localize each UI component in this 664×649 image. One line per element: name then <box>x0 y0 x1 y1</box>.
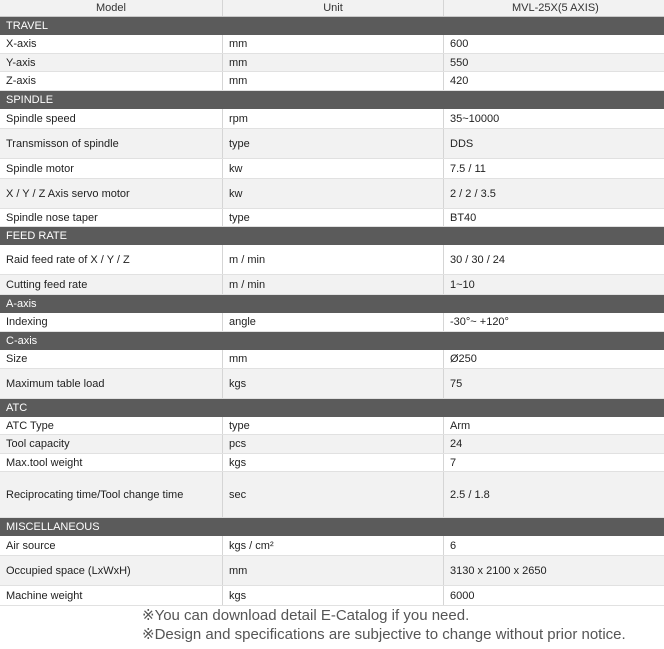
table-header <box>0 0 664 17</box>
spec-unit: pcs <box>222 435 443 453</box>
spec-value: 3130 x 2100 x 2650 <box>443 556 664 585</box>
table-row <box>0 109 664 129</box>
table-row <box>0 586 664 606</box>
spec-unit: type <box>222 129 443 158</box>
spec-name: ATC Type <box>6 419 54 432</box>
header-model: Model <box>96 2 126 14</box>
spec-unit: m / min <box>222 245 443 274</box>
spec-name: Spindle speed <box>6 112 76 125</box>
spec-name: Maximum table load <box>6 377 105 390</box>
spec-value: 7.5 / 11 <box>443 159 664 178</box>
spec-name: Raid feed rate of X / Y / Z <box>6 253 130 266</box>
spec-unit: rpm <box>222 109 443 128</box>
spec-value: 30 / 30 / 24 <box>443 245 664 274</box>
spec-name: Size <box>6 353 28 365</box>
section-header: MISCELLANEOUS <box>0 518 664 536</box>
spec-unit: type <box>222 417 443 434</box>
spec-unit: kw <box>222 179 443 208</box>
table-row <box>0 159 664 179</box>
spec-name: Tool capacity <box>6 438 70 450</box>
spec-value: 600 <box>443 35 664 53</box>
spec-name: Machine weight <box>6 589 83 602</box>
spec-name: Reciprocating time/Tool change time <box>6 488 184 501</box>
spec-value: Ø250 <box>443 350 664 368</box>
spec-unit: kw <box>222 159 443 178</box>
spec-name: X / Y / Z Axis servo motor <box>6 187 130 200</box>
header-unit: Unit <box>222 0 443 16</box>
table-row <box>0 313 664 332</box>
table-row <box>0 536 664 556</box>
spec-unit: kgs <box>222 369 443 398</box>
section-header: A-axis <box>0 295 664 313</box>
table-row <box>0 435 664 454</box>
section-header: C-axis <box>0 332 664 350</box>
spec-value: 550 <box>443 54 664 71</box>
spec-unit: kgs / cm² <box>222 536 443 555</box>
spec-name: Spindle motor <box>6 162 74 175</box>
spec-value: 2 / 2 / 3.5 <box>443 179 664 208</box>
spec-value: 1~10 <box>443 275 664 294</box>
spec-unit: sec <box>222 472 443 517</box>
section-header: FEED RATE <box>0 227 664 245</box>
spec-name: Transmisson of spindle <box>6 137 119 150</box>
spec-unit: mm <box>222 54 443 71</box>
table-row <box>0 129 664 159</box>
section-header: ATC <box>0 399 664 417</box>
footnotes <box>142 606 626 644</box>
spec-value: BT40 <box>443 209 664 226</box>
spec-value: 6000 <box>443 586 664 605</box>
note-catalog: ※You can download detail E-Catalog if you need. <box>142 607 470 624</box>
spec-value: 2.5 / 1.8 <box>443 472 664 517</box>
spec-name: Max.tool weight <box>6 456 83 469</box>
table-row <box>0 72 664 91</box>
table-row <box>0 556 664 586</box>
table-row <box>0 179 664 209</box>
spec-name: Air source <box>6 539 56 552</box>
table-row <box>0 417 664 435</box>
spec-value: DDS <box>443 129 664 158</box>
spec-name: Z-axis <box>6 75 36 87</box>
spec-unit: mm <box>222 350 443 368</box>
table-row <box>0 369 664 399</box>
table-row <box>0 454 664 472</box>
spec-value: 75 <box>443 369 664 398</box>
note-disclaimer: ※Design and specifications are subjective to change without prior notice. <box>142 626 626 643</box>
table-row <box>0 472 664 518</box>
spec-unit: kgs <box>222 454 443 471</box>
spec-value: 420 <box>443 72 664 90</box>
section-header: TRAVEL <box>0 17 664 35</box>
table-row <box>0 350 664 369</box>
table-body <box>0 17 664 606</box>
spec-unit: mm <box>222 72 443 90</box>
spec-value: 6 <box>443 536 664 555</box>
spec-unit: m / min <box>222 275 443 294</box>
spec-name: Cutting feed rate <box>6 278 88 291</box>
spec-value: 24 <box>443 435 664 453</box>
spec-unit: angle <box>222 313 443 331</box>
table-row <box>0 35 664 54</box>
table-row <box>0 209 664 227</box>
spec-name: Occupied space (LxWxH) <box>6 564 131 577</box>
spec-unit: mm <box>222 35 443 53</box>
header-model-value: MVL-25X(5 AXIS) <box>443 0 664 16</box>
table-row <box>0 245 664 275</box>
spec-unit: kgs <box>222 586 443 605</box>
section-header: SPINDLE <box>0 91 664 109</box>
spec-name: Indexing <box>6 316 48 328</box>
spec-value: 35~10000 <box>443 109 664 128</box>
table-row <box>0 275 664 295</box>
spec-name: Spindle nose taper <box>6 211 98 224</box>
spec-value: Arm <box>443 417 664 434</box>
spec-unit: type <box>222 209 443 226</box>
table-row <box>0 54 664 72</box>
spec-name: X-axis <box>6 38 37 50</box>
spec-value: -30°~ +120° <box>443 313 664 331</box>
spec-unit: mm <box>222 556 443 585</box>
spec-name: Y-axis <box>6 56 36 69</box>
spec-value: 7 <box>443 454 664 471</box>
